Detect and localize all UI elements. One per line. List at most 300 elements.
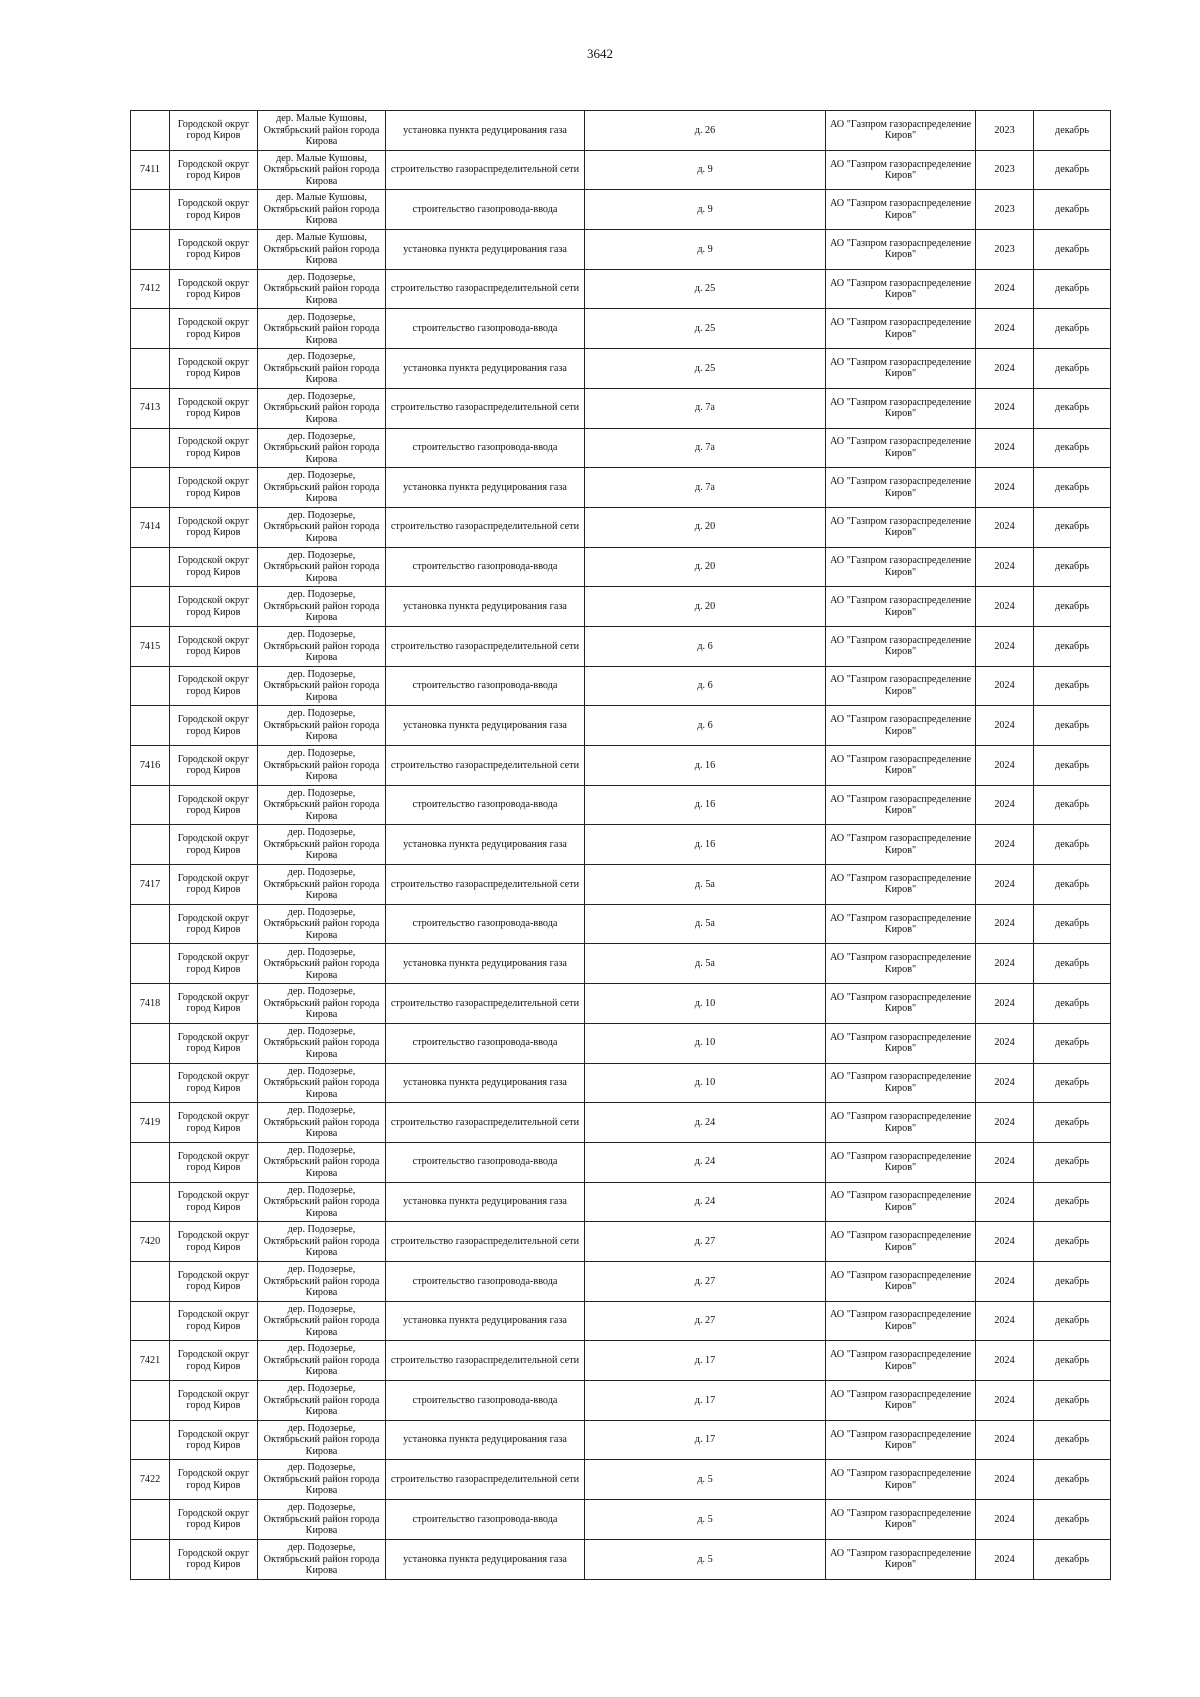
page-number: 3642: [587, 46, 613, 61]
year-cell: 2024: [976, 706, 1034, 746]
work-type-cell: строительство газораспределительной сети: [386, 984, 585, 1024]
table-row: [131, 190, 1111, 230]
work-type-cell: установка пункта редуцирования газа: [386, 587, 585, 627]
year-cell: 2024: [976, 1500, 1034, 1540]
table-row: [131, 1460, 1111, 1500]
row-number-cell: 7413: [131, 388, 170, 428]
locality-cell: дер. Подозерье, Октябрьский район города Кирова: [258, 587, 386, 627]
year-cell: 2023: [976, 111, 1034, 151]
organization-cell: АО "Газпром газораспределение Киров": [826, 626, 976, 666]
work-type-cell: установка пункта редуцирования газа: [386, 944, 585, 984]
house-number-cell: д. 10: [585, 1023, 826, 1063]
month-cell: декабрь: [1034, 190, 1111, 230]
locality-cell: дер. Подозерье, Октябрьский район города Кирова: [258, 1539, 386, 1579]
locality-cell: дер. Подозерье, Октябрьский район города Кирова: [258, 1460, 386, 1500]
locality-cell: дер. Подозерье, Октябрьский район города Кирова: [258, 825, 386, 865]
year-cell: 2024: [976, 507, 1034, 547]
work-type-cell: строительство газораспределительной сети: [386, 1103, 585, 1143]
house-number-cell: д. 5: [585, 1539, 826, 1579]
table-row: [131, 1182, 1111, 1222]
row-number-cell: 7422: [131, 1460, 170, 1500]
month-cell: декабрь: [1034, 825, 1111, 865]
work-type-cell: установка пункта редуцирования газа: [386, 1420, 585, 1460]
year-cell: 2024: [976, 1222, 1034, 1262]
house-number-cell: д. 10: [585, 1063, 826, 1103]
municipality-cell: Городской округ город Киров: [170, 547, 258, 587]
organization-cell: АО "Газпром газораспределение Киров": [826, 1222, 976, 1262]
municipality-cell: Городской округ город Киров: [170, 1301, 258, 1341]
organization-cell: АО "Газпром газораспределение Киров": [826, 825, 976, 865]
work-type-cell: установка пункта редуцирования газа: [386, 1539, 585, 1579]
year-cell: 2024: [976, 1420, 1034, 1460]
table-row: [131, 349, 1111, 389]
municipality-cell: Городской округ город Киров: [170, 785, 258, 825]
month-cell: декабрь: [1034, 666, 1111, 706]
municipality-cell: Городской округ город Киров: [170, 190, 258, 230]
year-cell: 2024: [976, 1460, 1034, 1500]
table-row: [131, 547, 1111, 587]
row-number-cell: [131, 587, 170, 627]
locality-cell: дер. Подозерье, Октябрьский район города Кирова: [258, 706, 386, 746]
organization-cell: АО "Газпром газораспределение Киров": [826, 150, 976, 190]
organization-cell: АО "Газпром газораспределение Киров": [826, 587, 976, 627]
table-row: [131, 904, 1111, 944]
table-row: [131, 785, 1111, 825]
year-cell: 2024: [976, 428, 1034, 468]
municipality-cell: Городской округ город Киров: [170, 626, 258, 666]
locality-cell: дер. Подозерье, Октябрьский район города Кирова: [258, 388, 386, 428]
year-cell: 2024: [976, 1261, 1034, 1301]
table-row: [131, 230, 1111, 270]
table-row: [131, 428, 1111, 468]
organization-cell: АО "Газпром газораспределение Киров": [826, 1023, 976, 1063]
municipality-cell: Городской округ город Киров: [170, 309, 258, 349]
municipality-cell: Городской округ город Киров: [170, 904, 258, 944]
municipality-cell: Городской округ город Киров: [170, 1420, 258, 1460]
year-cell: 2024: [976, 309, 1034, 349]
house-number-cell: д. 20: [585, 547, 826, 587]
work-type-cell: строительство газораспределительной сети: [386, 746, 585, 786]
organization-cell: АО "Газпром газораспределение Киров": [826, 230, 976, 270]
organization-cell: АО "Газпром газораспределение Киров": [826, 785, 976, 825]
house-number-cell: д. 5: [585, 1460, 826, 1500]
organization-cell: АО "Газпром газораспределение Киров": [826, 746, 976, 786]
work-type-cell: строительство газопровода-ввода: [386, 1261, 585, 1301]
year-cell: 2024: [976, 1103, 1034, 1143]
year-cell: 2024: [976, 349, 1034, 389]
row-number-cell: [131, 1420, 170, 1460]
house-number-cell: д. 24: [585, 1182, 826, 1222]
organization-cell: АО "Газпром газораспределение Киров": [826, 706, 976, 746]
locality-cell: дер. Подозерье, Октябрьский район города Кирова: [258, 507, 386, 547]
municipality-cell: Городской округ город Киров: [170, 1381, 258, 1421]
work-type-cell: установка пункта редуцирования газа: [386, 1182, 585, 1222]
month-cell: декабрь: [1034, 468, 1111, 508]
organization-cell: АО "Газпром газораспределение Киров": [826, 1460, 976, 1500]
house-number-cell: д. 9: [585, 190, 826, 230]
year-cell: 2024: [976, 944, 1034, 984]
work-type-cell: строительство газораспределительной сети: [386, 1222, 585, 1262]
locality-cell: дер. Подозерье, Октябрьский район города Кирова: [258, 468, 386, 508]
month-cell: декабрь: [1034, 507, 1111, 547]
locality-cell: дер. Подозерье, Октябрьский район города Кирова: [258, 1261, 386, 1301]
table-row: [131, 587, 1111, 627]
table-row: [131, 1500, 1111, 1540]
municipality-cell: Городской округ город Киров: [170, 1142, 258, 1182]
organization-cell: АО "Газпром газораспределение Киров": [826, 1142, 976, 1182]
month-cell: декабрь: [1034, 1182, 1111, 1222]
work-type-cell: установка пункта редуцирования газа: [386, 825, 585, 865]
municipality-cell: Городской округ город Киров: [170, 746, 258, 786]
month-cell: декабрь: [1034, 1381, 1111, 1421]
table-row: [131, 309, 1111, 349]
locality-cell: дер. Подозерье, Октябрьский район города Кирова: [258, 1301, 386, 1341]
year-cell: 2024: [976, 269, 1034, 309]
house-number-cell: д. 27: [585, 1261, 826, 1301]
row-number-cell: [131, 349, 170, 389]
work-type-cell: установка пункта редуцирования газа: [386, 1301, 585, 1341]
locality-cell: дер. Подозерье, Октябрьский район города Кирова: [258, 349, 386, 389]
locality-cell: дер. Подозерье, Октябрьский район города Кирова: [258, 309, 386, 349]
work-type-cell: строительство газораспределительной сети: [386, 150, 585, 190]
house-number-cell: д. 16: [585, 785, 826, 825]
table-row: [131, 1301, 1111, 1341]
row-number-cell: [131, 1182, 170, 1222]
work-type-cell: строительство газораспределительной сети: [386, 1460, 585, 1500]
municipality-cell: Городской округ город Киров: [170, 1103, 258, 1143]
table-row: [131, 1341, 1111, 1381]
row-number-cell: 7414: [131, 507, 170, 547]
row-number-cell: [131, 111, 170, 151]
house-number-cell: д. 25: [585, 269, 826, 309]
month-cell: декабрь: [1034, 706, 1111, 746]
locality-cell: дер. Подозерье, Октябрьский район города Кирова: [258, 666, 386, 706]
house-number-cell: д. 7а: [585, 428, 826, 468]
municipality-cell: Городской округ город Киров: [170, 666, 258, 706]
table-row: [131, 468, 1111, 508]
house-number-cell: д. 6: [585, 626, 826, 666]
organization-cell: АО "Газпром газораспределение Киров": [826, 1341, 976, 1381]
organization-cell: АО "Газпром газораспределение Киров": [826, 349, 976, 389]
table-row: [131, 1381, 1111, 1421]
year-cell: 2024: [976, 587, 1034, 627]
work-type-cell: строительство газопровода-ввода: [386, 1381, 585, 1421]
year-cell: 2024: [976, 666, 1034, 706]
work-type-cell: установка пункта редуцирования газа: [386, 468, 585, 508]
house-number-cell: д. 17: [585, 1341, 826, 1381]
house-number-cell: д. 25: [585, 349, 826, 389]
locality-cell: дер. Подозерье, Октябрьский район города Кирова: [258, 1142, 386, 1182]
row-number-cell: [131, 1539, 170, 1579]
work-type-cell: установка пункта редуцирования газа: [386, 1063, 585, 1103]
gasification-table: [130, 110, 1111, 1580]
row-number-cell: 7416: [131, 746, 170, 786]
locality-cell: дер. Подозерье, Октябрьский район города Кирова: [258, 1182, 386, 1222]
municipality-cell: Городской округ город Киров: [170, 507, 258, 547]
municipality-cell: Городской округ город Киров: [170, 1222, 258, 1262]
locality-cell: дер. Подозерье, Октябрьский район города Кирова: [258, 904, 386, 944]
locality-cell: дер. Подозерье, Октябрьский район города Кирова: [258, 1500, 386, 1540]
year-cell: 2024: [976, 626, 1034, 666]
municipality-cell: Городской округ город Киров: [170, 150, 258, 190]
work-type-cell: установка пункта редуцирования газа: [386, 706, 585, 746]
house-number-cell: д. 27: [585, 1222, 826, 1262]
locality-cell: дер. Подозерье, Октябрьский район города Кирова: [258, 746, 386, 786]
organization-cell: АО "Газпром газораспределение Киров": [826, 1301, 976, 1341]
table-row: [131, 269, 1111, 309]
table-row: [131, 746, 1111, 786]
month-cell: декабрь: [1034, 904, 1111, 944]
work-type-cell: строительство газораспределительной сети: [386, 626, 585, 666]
locality-cell: дер. Подозерье, Октябрьский район города Кирова: [258, 984, 386, 1024]
locality-cell: дер. Малые Кушовы, Октябрьский район города Кирова: [258, 190, 386, 230]
table-row: [131, 1261, 1111, 1301]
year-cell: 2024: [976, 1182, 1034, 1222]
municipality-cell: Городской округ город Киров: [170, 230, 258, 270]
work-type-cell: строительство газопровода-ввода: [386, 190, 585, 230]
year-cell: 2024: [976, 1142, 1034, 1182]
table-row: [131, 865, 1111, 905]
organization-cell: АО "Газпром газораспределение Киров": [826, 865, 976, 905]
row-number-cell: [131, 1023, 170, 1063]
month-cell: декабрь: [1034, 269, 1111, 309]
row-number-cell: [131, 944, 170, 984]
month-cell: декабрь: [1034, 944, 1111, 984]
work-type-cell: строительство газораспределительной сети: [386, 1341, 585, 1381]
row-number-cell: [131, 1381, 170, 1421]
municipality-cell: Городской округ город Киров: [170, 269, 258, 309]
organization-cell: АО "Газпром газораспределение Киров": [826, 269, 976, 309]
locality-cell: дер. Подозерье, Октябрьский район города Кирова: [258, 944, 386, 984]
house-number-cell: д. 7а: [585, 468, 826, 508]
year-cell: 2023: [976, 150, 1034, 190]
municipality-cell: Городской округ город Киров: [170, 111, 258, 151]
locality-cell: дер. Подозерье, Октябрьский район города Кирова: [258, 1063, 386, 1103]
locality-cell: дер. Подозерье, Октябрьский район города Кирова: [258, 1103, 386, 1143]
house-number-cell: д. 5а: [585, 904, 826, 944]
organization-cell: АО "Газпром газораспределение Киров": [826, 1063, 976, 1103]
work-type-cell: строительство газораспределительной сети: [386, 388, 585, 428]
month-cell: декабрь: [1034, 150, 1111, 190]
table-row: [131, 944, 1111, 984]
work-type-cell: установка пункта редуцирования газа: [386, 111, 585, 151]
month-cell: декабрь: [1034, 984, 1111, 1024]
year-cell: 2023: [976, 190, 1034, 230]
organization-cell: АО "Газпром газораспределение Киров": [826, 904, 976, 944]
municipality-cell: Городской округ город Киров: [170, 1460, 258, 1500]
organization-cell: АО "Газпром газораспределение Киров": [826, 111, 976, 151]
month-cell: декабрь: [1034, 1460, 1111, 1500]
municipality-cell: Городской округ город Киров: [170, 1023, 258, 1063]
municipality-cell: Городской округ город Киров: [170, 1261, 258, 1301]
work-type-cell: строительство газораспределительной сети: [386, 507, 585, 547]
row-number-cell: [131, 706, 170, 746]
locality-cell: дер. Подозерье, Октябрьский район города Кирова: [258, 865, 386, 905]
municipality-cell: Городской округ город Киров: [170, 1539, 258, 1579]
work-type-cell: строительство газопровода-ввода: [386, 547, 585, 587]
organization-cell: АО "Газпром газораспределение Киров": [826, 984, 976, 1024]
locality-cell: дер. Подозерье, Октябрьский район города Кирова: [258, 1381, 386, 1421]
work-type-cell: строительство газопровода-ввода: [386, 785, 585, 825]
work-type-cell: строительство газопровода-ввода: [386, 428, 585, 468]
work-type-cell: строительство газопровода-ввода: [386, 1142, 585, 1182]
year-cell: 2024: [976, 825, 1034, 865]
row-number-cell: 7411: [131, 150, 170, 190]
organization-cell: АО "Газпром газораспределение Киров": [826, 507, 976, 547]
row-number-cell: 7417: [131, 865, 170, 905]
work-type-cell: строительство газопровода-ввода: [386, 666, 585, 706]
municipality-cell: Городской округ город Киров: [170, 1500, 258, 1540]
row-number-cell: [131, 904, 170, 944]
table-row: [131, 825, 1111, 865]
work-type-cell: строительство газопровода-ввода: [386, 904, 585, 944]
month-cell: декабрь: [1034, 1539, 1111, 1579]
locality-cell: дер. Подозерье, Октябрьский район города Кирова: [258, 1341, 386, 1381]
table-row: [131, 388, 1111, 428]
table-row: [131, 1103, 1111, 1143]
locality-cell: дер. Подозерье, Октябрьский район города Кирова: [258, 1023, 386, 1063]
month-cell: декабрь: [1034, 1500, 1111, 1540]
work-type-cell: строительство газопровода-ввода: [386, 309, 585, 349]
row-number-cell: [131, 190, 170, 230]
row-number-cell: [131, 666, 170, 706]
table-row: [131, 1063, 1111, 1103]
year-cell: 2024: [976, 1381, 1034, 1421]
municipality-cell: Городской округ город Киров: [170, 388, 258, 428]
house-number-cell: д. 20: [585, 507, 826, 547]
year-cell: 2024: [976, 746, 1034, 786]
month-cell: декабрь: [1034, 230, 1111, 270]
house-number-cell: д. 6: [585, 706, 826, 746]
year-cell: 2024: [976, 468, 1034, 508]
house-number-cell: д. 6: [585, 666, 826, 706]
year-cell: 2024: [976, 547, 1034, 587]
row-number-cell: 7419: [131, 1103, 170, 1143]
table-row: [131, 666, 1111, 706]
table-row: [131, 626, 1111, 666]
month-cell: декабрь: [1034, 547, 1111, 587]
organization-cell: АО "Газпром газораспределение Киров": [826, 468, 976, 508]
municipality-cell: Городской округ город Киров: [170, 1063, 258, 1103]
house-number-cell: д. 10: [585, 984, 826, 1024]
year-cell: 2024: [976, 904, 1034, 944]
house-number-cell: д. 5: [585, 1500, 826, 1540]
row-number-cell: [131, 468, 170, 508]
month-cell: декабрь: [1034, 1063, 1111, 1103]
month-cell: декабрь: [1034, 1420, 1111, 1460]
house-number-cell: д. 9: [585, 230, 826, 270]
row-number-cell: [131, 1261, 170, 1301]
month-cell: декабрь: [1034, 785, 1111, 825]
locality-cell: дер. Малые Кушовы, Октябрьский район города Кирова: [258, 230, 386, 270]
row-number-cell: [131, 428, 170, 468]
house-number-cell: д. 20: [585, 587, 826, 627]
row-number-cell: [131, 825, 170, 865]
house-number-cell: д. 7а: [585, 388, 826, 428]
work-type-cell: строительство газораспределительной сети: [386, 269, 585, 309]
house-number-cell: д. 5а: [585, 865, 826, 905]
locality-cell: дер. Подозерье, Октябрьский район города Кирова: [258, 626, 386, 666]
row-number-cell: [131, 230, 170, 270]
month-cell: декабрь: [1034, 865, 1111, 905]
organization-cell: АО "Газпром газораспределение Киров": [826, 1500, 976, 1540]
month-cell: декабрь: [1034, 1301, 1111, 1341]
row-number-cell: [131, 309, 170, 349]
month-cell: декабрь: [1034, 1023, 1111, 1063]
organization-cell: АО "Газпром газораспределение Киров": [826, 547, 976, 587]
table-row: [131, 1420, 1111, 1460]
year-cell: 2024: [976, 1023, 1034, 1063]
locality-cell: дер. Малые Кушовы, Октябрьский район города Кирова: [258, 150, 386, 190]
year-cell: 2024: [976, 1539, 1034, 1579]
month-cell: декабрь: [1034, 1142, 1111, 1182]
row-number-cell: [131, 1301, 170, 1341]
table-row: [131, 984, 1111, 1024]
month-cell: декабрь: [1034, 1222, 1111, 1262]
house-number-cell: д. 17: [585, 1420, 826, 1460]
municipality-cell: Городской округ город Киров: [170, 587, 258, 627]
municipality-cell: Городской округ город Киров: [170, 349, 258, 389]
row-number-cell: [131, 785, 170, 825]
house-number-cell: д. 26: [585, 111, 826, 151]
organization-cell: АО "Газпром газораспределение Киров": [826, 1381, 976, 1421]
month-cell: декабрь: [1034, 1261, 1111, 1301]
row-number-cell: [131, 547, 170, 587]
year-cell: 2024: [976, 388, 1034, 428]
municipality-cell: Городской округ город Киров: [170, 428, 258, 468]
house-number-cell: д. 27: [585, 1301, 826, 1341]
row-number-cell: 7420: [131, 1222, 170, 1262]
month-cell: декабрь: [1034, 111, 1111, 151]
month-cell: декабрь: [1034, 309, 1111, 349]
table-row: [131, 150, 1111, 190]
month-cell: декабрь: [1034, 349, 1111, 389]
municipality-cell: Городской округ город Киров: [170, 944, 258, 984]
municipality-cell: Городской округ город Киров: [170, 865, 258, 905]
organization-cell: АО "Газпром газораспределение Киров": [826, 1539, 976, 1579]
table-row: [131, 111, 1111, 151]
house-number-cell: д. 5а: [585, 944, 826, 984]
table-row: [131, 706, 1111, 746]
row-number-cell: 7421: [131, 1341, 170, 1381]
work-type-cell: строительство газопровода-ввода: [386, 1023, 585, 1063]
table-row: [131, 1023, 1111, 1063]
month-cell: декабрь: [1034, 1103, 1111, 1143]
work-type-cell: установка пункта редуцирования газа: [386, 230, 585, 270]
municipality-cell: Городской округ город Киров: [170, 706, 258, 746]
house-number-cell: д. 17: [585, 1381, 826, 1421]
row-number-cell: 7412: [131, 269, 170, 309]
locality-cell: дер. Подозерье, Октябрьский район города Кирова: [258, 547, 386, 587]
locality-cell: дер. Подозерье, Октябрьский район города Кирова: [258, 1222, 386, 1262]
house-number-cell: д. 24: [585, 1103, 826, 1143]
work-type-cell: строительство газопровода-ввода: [386, 1500, 585, 1540]
year-cell: 2024: [976, 1301, 1034, 1341]
locality-cell: дер. Подозерье, Октябрьский район города Кирова: [258, 785, 386, 825]
locality-cell: дер. Подозерье, Октябрьский район города Кирова: [258, 1420, 386, 1460]
month-cell: декабрь: [1034, 388, 1111, 428]
organization-cell: АО "Газпром газораспределение Киров": [826, 944, 976, 984]
work-type-cell: установка пункта редуцирования газа: [386, 349, 585, 389]
municipality-cell: Городской округ город Киров: [170, 468, 258, 508]
row-number-cell: [131, 1142, 170, 1182]
month-cell: декабрь: [1034, 428, 1111, 468]
organization-cell: АО "Газпром газораспределение Киров": [826, 1261, 976, 1301]
table-row: [131, 507, 1111, 547]
row-number-cell: [131, 1500, 170, 1540]
row-number-cell: 7418: [131, 984, 170, 1024]
municipality-cell: Городской округ город Киров: [170, 1341, 258, 1381]
